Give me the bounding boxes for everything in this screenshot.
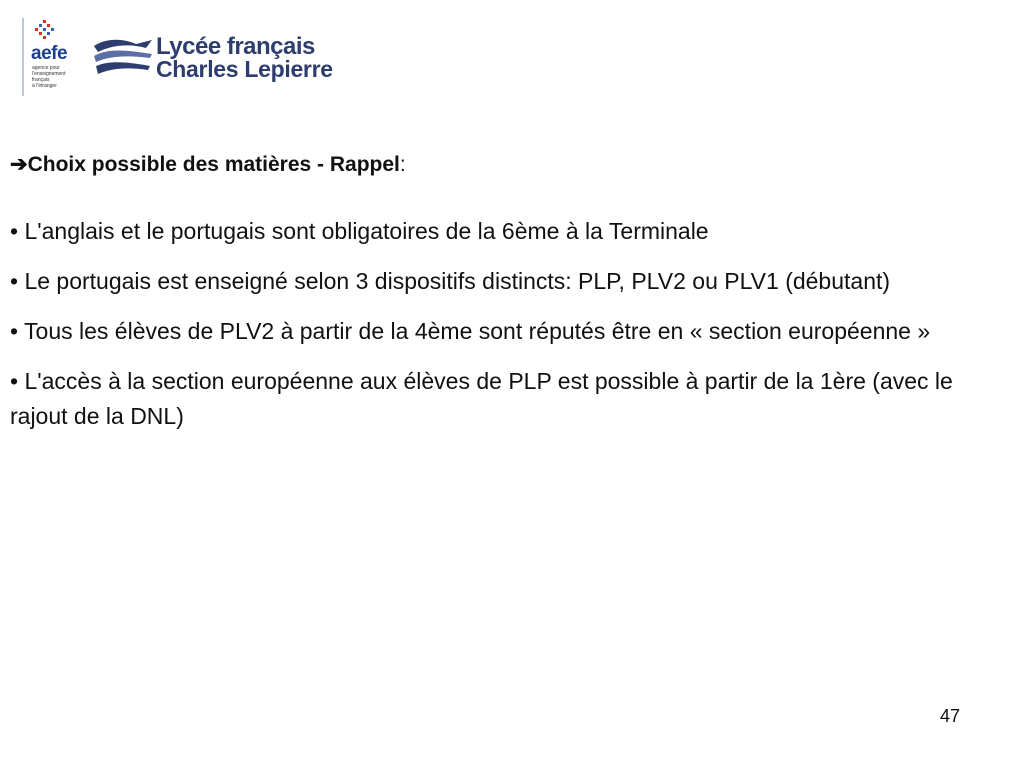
slide-heading-text: Choix possible des matières - Rappel (27, 153, 400, 176)
slide-heading-suffix: : (399, 153, 406, 176)
page-number: 47 (940, 706, 961, 726)
aefe-subtitle-line: agence pour (32, 65, 60, 71)
school-name-line1: Lycée français (156, 33, 315, 60)
slide-content (10, 150, 1010, 449)
header-logos (22, 18, 367, 96)
list-item: • L'accès à la section européenne aux élèves de PLP est possible à partir de la 1ère (avec le rajout de la DNL) (10, 368, 953, 429)
list-item: • Le portugais est enseigné selon 3 dispositifs distincts: PLP, PLV2 ou PLV1 (débutant) (10, 268, 891, 294)
school-emblem-icon (92, 36, 154, 76)
aefe-logo (22, 18, 92, 96)
bullet-list (10, 214, 1010, 434)
aefe-subtitle-line: l'enseignement (32, 71, 66, 77)
aefe-subtitle-line: français (32, 77, 50, 83)
slide-heading (10, 150, 1010, 180)
aefe-dots-icon (34, 20, 56, 42)
school-name-line2: Charles Lepierre (156, 56, 333, 82)
aefe-subtitle-line: à l'étranger (32, 83, 57, 89)
aefe-logo-subtitle (32, 65, 90, 89)
aefe-logo-word: aefe (31, 43, 68, 64)
school-logo (92, 32, 362, 82)
list-item: • Tous les élèves de PLV2 à partir de la 4ème sont réputés être en « section européenne » (10, 318, 931, 344)
list-item: • L'anglais et le portugais sont obligatoires de la 6ème à la Terminale (10, 218, 709, 244)
arrow-right-icon: ➔ (10, 153, 28, 176)
